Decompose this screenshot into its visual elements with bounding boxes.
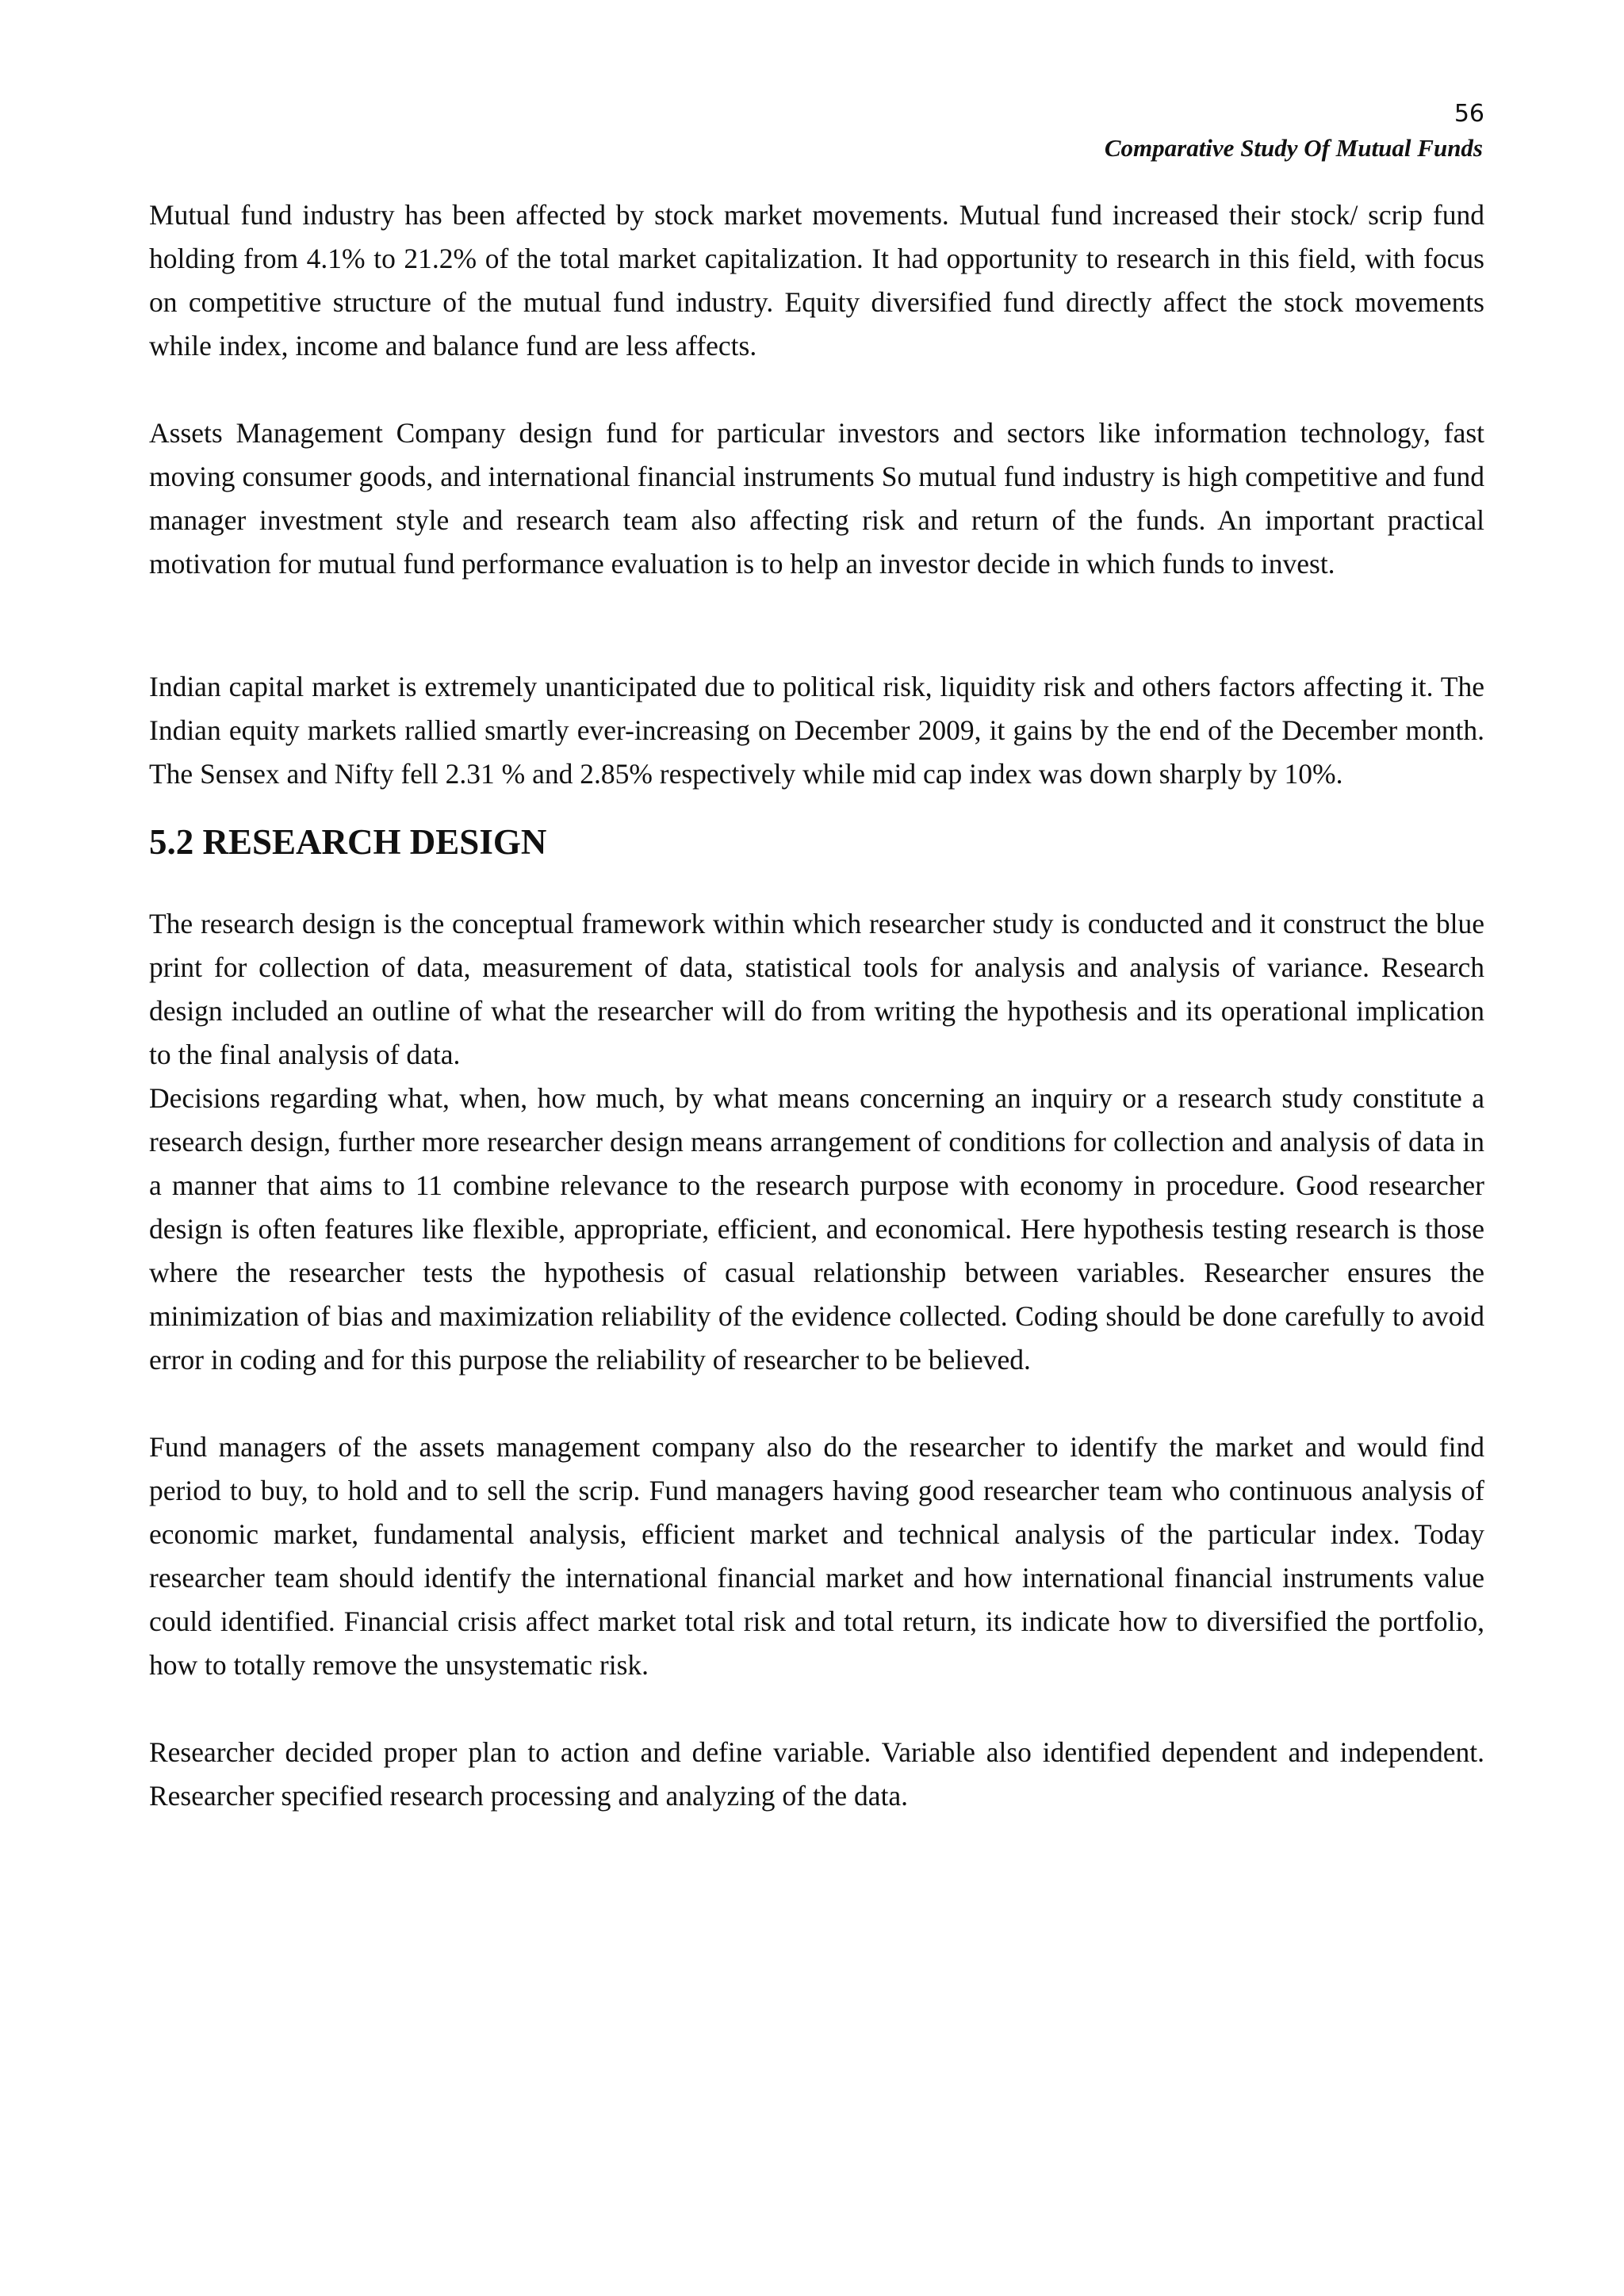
paragraph-fund-managers: Fund managers of the assets management company also do the researcher to identify the market and would find period to buy, to hold and to sell the scrip. Fund managers having good researcher team who continuous analysis of economic market, fundamental analysis, efficient market and technical analysis of the particular index. Today researcher team should identify the international financial market and how international financial instruments value could identified. Financial crisis affect market total risk and total return, its indicate how to diversified the portfolio, how to totally remove the unsystematic risk.	[149, 1431, 1484, 1681]
paragraph-stock-market-effects: Mutual fund industry has been affected by stock market movements. Mutual fund increased their stock/ scrip fund holding from 4.1% to 21.2% of the total market capitalization. It had opportunity to research in this field, with focus on competitive structure of the mutual fund industry. Equity diversified fund directly affect the stock movements while index, income and balance fund are less affects.	[149, 199, 1484, 362]
paragraph-indian-capital-market: Indian capital market is extremely unanticipated due to political risk, liquidity risk and others factors affecting it. The Indian equity markets rallied smartly ever-increasing on December 2009, it gains by the end of the December month. The Sensex and Nifty fell 2.31 % and 2.85% respectively while mid cap index was down sharply by 10%.	[149, 671, 1484, 790]
page-body	[149, 193, 1484, 1818]
paragraph-asset-management-company: Assets Management Company design fund for particular investors and sectors like information technology, fast moving consumer goods, and international financial instruments So mutual fund industry is high competitive and fund manager investment style and research team also affecting risk and return of the funds. An important practical motivation for mutual fund performance evaluation is to help an investor decide in which funds to invest.	[149, 417, 1484, 580]
paragraph-research-design-decisions: Decisions regarding what, when, how much, by what means concerning an inquiry or a research study constitute a research design, further more researcher design means arrangement of conditions for collection and analysis of data in a manner that aims to 11 combine relevance to the research purpose with economy in procedure. Good researcher design is often features like flexible, appropriate, efficient, and economical. Here hypothesis testing research is those where the researcher tests the hypothesis of casual relationship between variables. Researcher ensures the minimization of bias and maximization reliability of the evidence collected. Coding should be done carefully to avoid error in coding and for this purpose the reliability of researcher to be believed.	[149, 1082, 1484, 1376]
page-number: 56	[1454, 100, 1484, 128]
running-header-title: Comparative Study Of Mutual Funds	[1104, 134, 1483, 162]
section-heading-research-design: 5.2 RESEARCH DESIGN	[149, 822, 547, 862]
paragraph-research-design-definition: The research design is the conceptual framework within which researcher study is conducted and it construct the blue print for collection of data, measurement of data, statistical tools for analysis and analysis of variance. Research design included an outline of what the researcher will do from writing the hypothesis and its operational implication to the final analysis of data.	[149, 908, 1484, 1070]
paragraph-research-plan: Researcher decided proper plan to action and define variable. Variable also identified dependent and independent. Researcher specified research processing and analyzing of the data.	[149, 1736, 1484, 1812]
